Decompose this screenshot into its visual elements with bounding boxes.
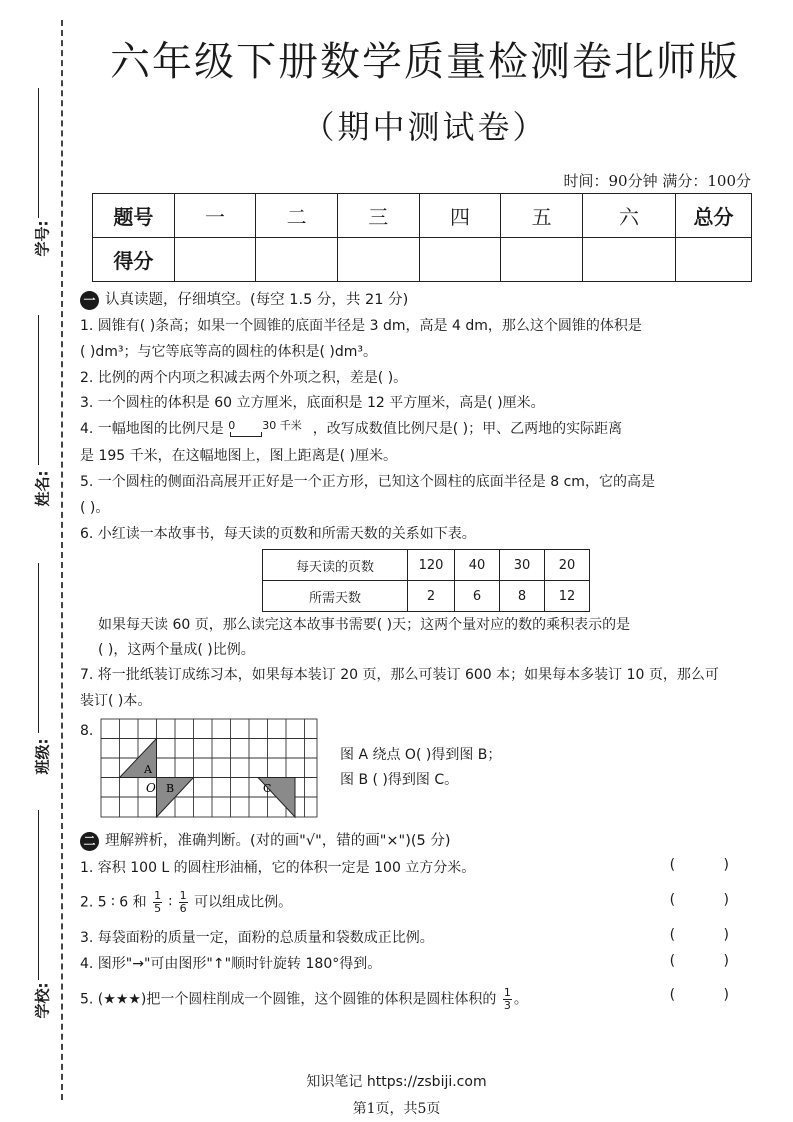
question-4-line-2: 是 195 千米，在这幅地图上，图上距离是( )厘米。 — [80, 448, 397, 464]
question-8-line-1: 图 A 绕点 O( )得到图 B； — [340, 747, 502, 763]
label-c: C — [263, 782, 272, 795]
question-8-number: 8. — [80, 723, 94, 739]
section-1-title: 认真读题，仔细填空。(每空 1.5 分，共 21 分) — [105, 292, 409, 308]
scale-zero: 0 — [228, 419, 236, 432]
score-cell: 四 — [419, 194, 501, 238]
score-cell: 题号 — [93, 194, 175, 238]
fraction-numerator: 1 — [179, 889, 187, 902]
question-1-line-2: ( )dm³；与它等底等高的圆柱的体积是( )dm³。 — [80, 344, 378, 360]
judge-4-suffix: "顺时针旋转 180°得到。 — [224, 956, 382, 972]
reading-cell: 6 — [455, 581, 500, 612]
page-number: 第1页，共5页 — [352, 1101, 441, 1117]
reading-cell: 每天读的页数 — [263, 550, 408, 581]
fraction-numerator: 1 — [154, 889, 162, 902]
reading-cell: 8 — [500, 581, 545, 612]
score-cell: 总分 — [675, 194, 751, 238]
score-cell: 得分 — [93, 238, 175, 282]
reading-cell: 120 — [408, 550, 455, 581]
score-table-header-row — [93, 194, 752, 238]
student-id-line — [38, 88, 39, 218]
label-b: B — [166, 782, 175, 795]
reading-cell: 所需天数 — [263, 581, 408, 612]
ratio-colon: ∶ — [168, 894, 173, 911]
reading-cell: 40 — [455, 550, 500, 581]
scale-line — [230, 432, 262, 437]
question-2: 2. 比例的两个内项之积减去两个外项之积，差是( )。 — [80, 370, 408, 386]
score-input-cell[interactable] — [174, 238, 256, 282]
question-6: 6. 小红读一本故事书，每天读的页数和所需天数的关系如下表。 — [80, 526, 476, 542]
score-table — [92, 193, 752, 282]
reading-table-row — [263, 550, 590, 581]
section-1-heading — [80, 288, 408, 310]
judge-5-suffix: 。 — [513, 991, 528, 1008]
rotation-grid-figure — [100, 718, 318, 818]
question-4-prefix: 4. 一幅地图的比例尺是 — [80, 421, 224, 437]
binding-dashed-line — [61, 20, 63, 1100]
judge-5 — [80, 987, 755, 1012]
judge-2-prefix: 2. 5 ∶ 6 和 — [80, 894, 147, 911]
score-input-cell[interactable] — [419, 238, 501, 282]
judge-4-prefix: 4. 图形" — [80, 956, 133, 972]
judge-2-answer[interactable]: ( ) — [669, 892, 751, 908]
score-cell: 一 — [174, 194, 256, 238]
arrow-right-icon: → — [132, 956, 144, 972]
student-id-label: 学号: — [33, 220, 52, 257]
question-5-line-2: ( )。 — [80, 500, 110, 516]
page-title: 六年级下册数学质量检测卷北师版 — [110, 39, 740, 85]
section-2-badge: 二 — [80, 832, 99, 851]
section-2-title: 理解辨析，准确判断。(对的画"√"，错的画"×")(5 分) — [105, 833, 451, 849]
judge-2-suffix: 可以组成比例。 — [194, 894, 293, 911]
judge-5-answer[interactable]: ( ) — [669, 987, 751, 1003]
fraction-one-fifth — [153, 890, 162, 915]
class-label: 班级: — [33, 738, 52, 775]
question-1-line-1: 1. 圆锥有( )条高；如果一个圆锥的底面半径是 3 dm，高是 4 dm，那么这个圆锥的体积是 — [80, 318, 642, 334]
fraction-denominator: 3 — [503, 999, 511, 1012]
scale-bar — [228, 419, 308, 439]
question-7-line-1: 7. 将一批纸装订成练习本，如果每本装订 20 页，那么可装订 600 本；如果每本多装订 10 页，那么可 — [80, 667, 719, 683]
arrow-up-icon: ↑ — [212, 956, 225, 972]
question-5-line-1: 5. 一个圆柱的侧面沿高展开正好是一个正方形，已知这个圆柱的底面半径是 8 cm，它的高是 — [80, 474, 655, 490]
section-1-badge: 一 — [80, 291, 99, 310]
question-8-line-2: 图 B ( )得到图 C。 — [340, 772, 459, 788]
question-6-line-2: 如果每天读 60 页，那么读完这本故事书需要( )天；这两个量对应的数的乘积表示的是 — [98, 617, 631, 633]
score-cell: 二 — [256, 194, 338, 238]
reading-cell: 30 — [500, 550, 545, 581]
judge-3-answer[interactable]: ( ) — [669, 927, 751, 943]
score-input-cell[interactable] — [675, 238, 751, 282]
score-cell: 五 — [501, 194, 583, 238]
score-input-cell[interactable] — [337, 238, 419, 282]
judge-4-mid: "可由图形" — [143, 956, 213, 972]
question-4-line-1 — [80, 418, 755, 440]
judge-2 — [80, 890, 755, 915]
reading-table — [262, 549, 590, 612]
judge-1: 1. 容积 100 L 的圆柱形油桶，它的体积一定是 100 立方分米。 — [80, 860, 476, 876]
school-line — [38, 810, 39, 980]
section-2-heading — [80, 829, 451, 851]
reading-table-row — [263, 581, 590, 612]
fraction-denominator: 6 — [179, 902, 187, 915]
reading-cell: 20 — [545, 550, 590, 581]
score-input-cell[interactable] — [582, 238, 675, 282]
score-cell: 六 — [582, 194, 675, 238]
page-subtitle: （期中测试卷） — [302, 108, 548, 146]
watermark-text: 知识笔记 https://zsbiji.com — [306, 1074, 487, 1090]
school-label: 学校: — [33, 982, 52, 1019]
class-line — [38, 563, 39, 733]
reading-cell: 12 — [545, 581, 590, 612]
judge-1-answer[interactable]: ( ) — [669, 857, 751, 873]
question-7-line-2: 装订( )本。 — [80, 693, 152, 709]
judge-5-prefix: 5. (★★★)把一个圆柱削成一个圆锥，这个圆锥的体积是圆柱体积的 — [80, 991, 497, 1008]
fraction-numerator: 1 — [503, 986, 511, 999]
label-a: A — [144, 763, 152, 776]
fraction-one-third — [503, 987, 512, 1012]
judge-4 — [80, 953, 755, 975]
score-table-score-row — [93, 238, 752, 282]
question-4-suffix: ，改写成数值比例尺是( )；甲、乙两地的实际距离 — [312, 421, 623, 437]
name-label: 姓名: — [33, 470, 52, 507]
question-6-line-3: ( )，这两个量成( )比例。 — [98, 642, 255, 658]
judge-3: 3. 每袋面粉的质量一定，面粉的总质量和袋数成正比例。 — [80, 930, 434, 946]
reading-cell: 2 — [408, 581, 455, 612]
name-line — [38, 315, 39, 465]
score-input-cell[interactable] — [256, 238, 338, 282]
scale-thirty-km: 30 千米 — [262, 419, 302, 432]
label-o: O — [146, 781, 156, 795]
score-input-cell[interactable] — [501, 238, 583, 282]
fraction-one-sixth — [179, 890, 188, 915]
score-cell: 三 — [337, 194, 419, 238]
time-info: 时间：90分钟 满分：100分 — [563, 172, 751, 190]
fraction-denominator: 5 — [154, 902, 162, 915]
question-3: 3. 一个圆柱的体积是 60 立方厘米，底面积是 12 平方厘米，高是( )厘米。 — [80, 395, 545, 411]
judge-4-answer[interactable]: ( ) — [669, 953, 751, 969]
